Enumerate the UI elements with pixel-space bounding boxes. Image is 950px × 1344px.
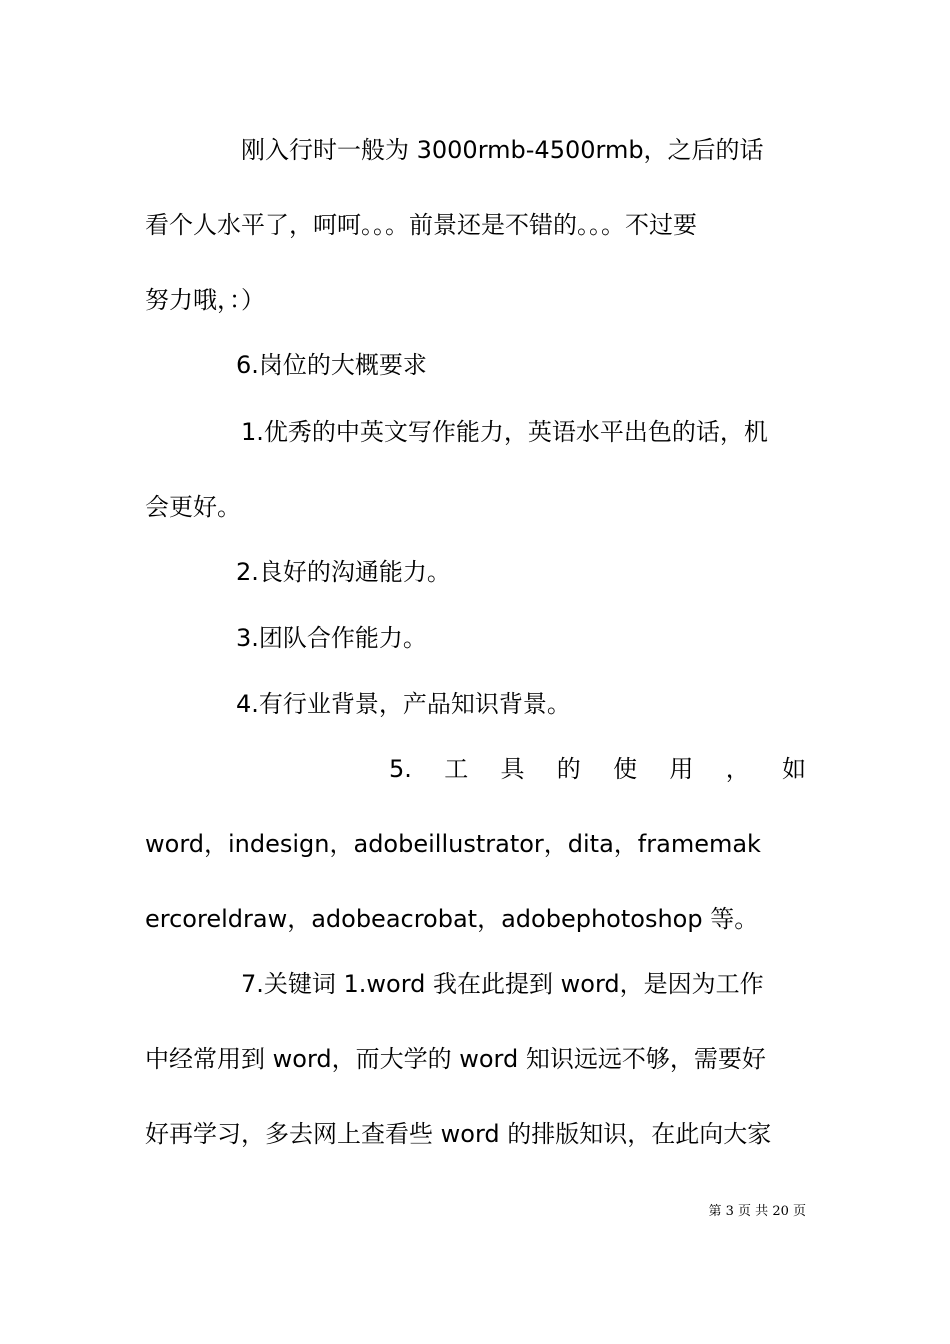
heading-char: 如	[781, 755, 806, 783]
list-item: 3.团队合作能力。	[236, 624, 427, 652]
section-heading: 7.关键词 1.word 我在此提到 word，是因为工作	[241, 970, 764, 998]
heading-char: ，	[725, 755, 750, 783]
paragraph-line: 好再学习，多去网上查看些 word 的排版知识，在此向大家	[145, 1120, 772, 1148]
heading-char: 用	[669, 755, 694, 783]
heading-char: 具	[500, 755, 525, 783]
heading-char: 工	[444, 755, 469, 783]
list-item: 1.优秀的中英文写作能力，英语水平出色的话，机	[241, 418, 768, 446]
list-item: 4.有行业背景，产品知识背景。	[236, 690, 571, 718]
paragraph-line: word，indesign，adobeillustrator，dita，framemak	[145, 830, 761, 858]
paragraph-line: 会更好。	[145, 493, 241, 521]
list-item-tools-heading	[389, 754, 806, 784]
heading-char: 使	[613, 755, 638, 783]
list-item: 2.良好的沟通能力。	[236, 558, 451, 586]
paragraph-line: 看个人水平了，呵呵。。。前景还是不错的。。。不过要	[145, 211, 697, 239]
section-heading: 6.岗位的大概要求	[236, 351, 427, 379]
paragraph-line: 努力哦，：）	[145, 286, 265, 314]
paragraph-line: ercoreldraw，adobeacrobat，adobephotoshop 等。	[145, 905, 759, 933]
paragraph-line: 刚入行时一般为 3000rmb-4500rmb，之后的话	[241, 136, 764, 164]
page-number-footer: 第 3 页 共 20 页	[708, 1204, 806, 1219]
paragraph-line: 中经常用到 word，而大学的 word 知识远远不够，需要好	[145, 1045, 766, 1073]
heading-char: 的	[556, 755, 581, 783]
heading-char: 5.	[389, 755, 412, 783]
